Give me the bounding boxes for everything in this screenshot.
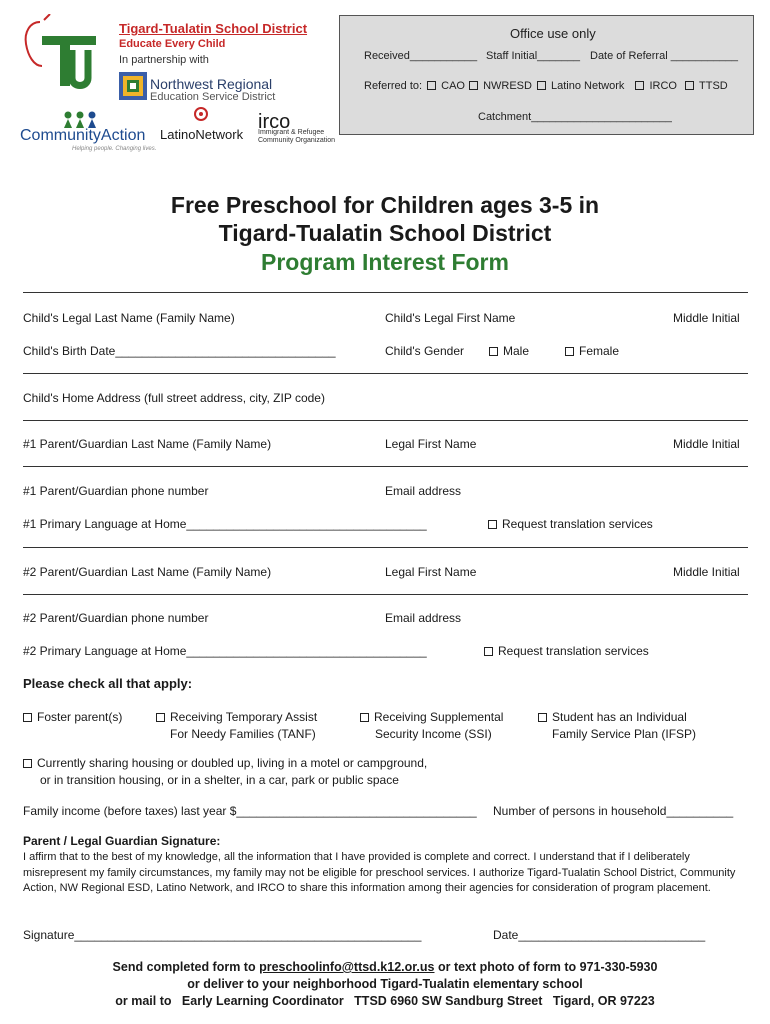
p1-language-field[interactable]: #1 Primary Language at Home____________________________________ bbox=[23, 517, 427, 531]
p2-phone-label: #2 Parent/Guardian phone number bbox=[23, 611, 209, 625]
female-option[interactable] bbox=[565, 344, 619, 358]
footer-send-line bbox=[0, 960, 770, 974]
partnership-text: In partnership with bbox=[119, 54, 209, 66]
title-line2: Tigard-Tualatin School District bbox=[218, 220, 552, 246]
foster-label: Foster parent(s) bbox=[37, 710, 123, 724]
ifsp-option[interactable] bbox=[538, 710, 687, 724]
latino-network-label: Latino Network bbox=[551, 80, 625, 92]
female-checkbox[interactable] bbox=[565, 347, 574, 356]
nwresd-line2: Education Service District bbox=[150, 91, 276, 103]
foster-checkbox[interactable] bbox=[23, 713, 32, 722]
p2-language-field[interactable]: #2 Primary Language at Home____________________________________ bbox=[23, 644, 427, 658]
p2-email-label: Email address bbox=[385, 611, 462, 625]
p1-email-label: Email address bbox=[385, 484, 462, 498]
office-use-box bbox=[339, 15, 754, 135]
p2-translation-label: Request translation services bbox=[498, 644, 649, 658]
male-checkbox[interactable] bbox=[489, 347, 498, 356]
check-all-heading: Please check all that apply: bbox=[23, 676, 193, 691]
referred-to-label: Referred to: bbox=[364, 80, 423, 92]
irco-logo: irco bbox=[258, 111, 291, 133]
ssi-option[interactable] bbox=[360, 710, 503, 724]
ssi-checkbox[interactable] bbox=[360, 713, 369, 722]
housing-label-1: Currently sharing housing or doubled up, living in a motel or campground, bbox=[37, 756, 428, 770]
irco-option[interactable] bbox=[635, 80, 677, 92]
cao-label: CAO bbox=[441, 80, 465, 92]
housing-checkbox[interactable] bbox=[23, 759, 32, 768]
p2-translation-checkbox[interactable] bbox=[484, 647, 493, 656]
p1-last-name-label: #1 Parent/Guardian Last Name (Family Name) bbox=[23, 437, 272, 451]
p1-first-name-label: Legal First Name bbox=[385, 437, 477, 451]
affirmation-text: I affirm that to the best of my knowledge, all the information that I have provided is complete and correct. I understand that if I deliberately misrepresent my family circumstances, my family may not be eligible for preschool services. I authorize Tigard-Tualatin School District, Community Action, NW Regional ESD, Latino Network, and IRCO to share this information among their agencies for consideration of program placement. bbox=[23, 851, 736, 894]
irco-sub2: Community Organization bbox=[258, 137, 336, 144]
ifsp-checkbox[interactable] bbox=[538, 713, 547, 722]
district-name: Tigard-Tualatin School District bbox=[119, 21, 308, 36]
ttsd-label: TTSD bbox=[699, 80, 728, 92]
child-name-line[interactable] bbox=[23, 292, 748, 293]
tagline: Educate Every Child bbox=[119, 38, 226, 50]
ssi-label-1: Receiving Supplemental bbox=[374, 710, 504, 724]
latino-network-checkbox[interactable] bbox=[537, 81, 546, 90]
referred-to-row bbox=[364, 80, 728, 92]
latino-network-name: LatinoNetwork bbox=[160, 127, 244, 142]
nwresd-checkbox[interactable] bbox=[469, 81, 478, 90]
p1-name-line[interactable] bbox=[23, 420, 748, 421]
housing-label-2: or in transition housing, or in a shelter, in a car, park or public space bbox=[40, 773, 399, 787]
housing-option[interactable] bbox=[23, 756, 427, 770]
irco-checkbox[interactable] bbox=[635, 81, 644, 90]
birth-date-field[interactable]: Child's Birth Date_________________________________ bbox=[23, 344, 336, 358]
nwresd-label: NWRESD bbox=[483, 80, 532, 92]
footer-send-prefix: Send completed form to bbox=[112, 960, 260, 974]
p2-contact-line[interactable] bbox=[23, 594, 748, 595]
p2-translation-option[interactable] bbox=[484, 644, 649, 658]
date-field[interactable]: Date____________________________ bbox=[493, 928, 706, 942]
ttsd-logo bbox=[20, 14, 110, 94]
ifsp-label-1: Student has an Individual bbox=[552, 710, 687, 724]
p2-last-name-label: #2 Parent/Guardian Last Name (Family Name) bbox=[23, 565, 272, 579]
date-of-referral-field[interactable]: Date of Referral ___________ bbox=[590, 50, 738, 62]
tanf-label-1: Receiving Temporary Assist bbox=[170, 710, 318, 724]
footer-send-suffix: or text photo of form to 971-330-5930 bbox=[434, 960, 658, 974]
cao-option[interactable] bbox=[427, 80, 465, 92]
p1-contact-line[interactable] bbox=[23, 466, 748, 467]
p1-translation-checkbox[interactable] bbox=[488, 520, 497, 529]
footer-deliver-line: or deliver to your neighborhood Tigard-Tualatin elementary school bbox=[187, 977, 583, 991]
nwresd-line1: Northwest Regional bbox=[150, 76, 273, 92]
p1-translation-label: Request translation services bbox=[502, 517, 653, 531]
title-line1: Free Preschool for Children ages 3-5 in bbox=[170, 192, 600, 218]
home-address-label: Child's Home Address (full street address, city, ZIP code) bbox=[23, 391, 325, 405]
p2-first-name-label: Legal First Name bbox=[385, 565, 477, 579]
tanf-option[interactable] bbox=[156, 710, 317, 724]
form-title: Program Interest Form bbox=[261, 249, 509, 275]
staff-initial-field[interactable]: Staff Initial_______ bbox=[486, 50, 580, 62]
nwresd-logo bbox=[119, 72, 147, 100]
p2-middle-initial-label: Middle Initial bbox=[673, 565, 740, 579]
received-field[interactable]: Received___________ bbox=[364, 50, 478, 62]
p1-phone-label: #1 Parent/Guardian phone number bbox=[23, 484, 209, 498]
p2-name-line[interactable] bbox=[23, 547, 748, 548]
male-label: Male bbox=[503, 344, 530, 358]
ttsd-option[interactable] bbox=[685, 80, 728, 92]
irco-label: IRCO bbox=[649, 80, 677, 92]
catchment-field[interactable]: Catchment_______________________ bbox=[478, 111, 672, 123]
office-title: Office use only bbox=[510, 26, 596, 41]
community-action-sub: Helping people. Changing lives. bbox=[72, 146, 157, 152]
child-last-name-label: Child's Legal Last Name (Family Name) bbox=[23, 311, 235, 325]
ttsd-checkbox[interactable] bbox=[685, 81, 694, 90]
irco-sub1: Immigrant & Refugee bbox=[258, 129, 325, 136]
nwresd-option[interactable] bbox=[469, 80, 532, 92]
foster-option[interactable] bbox=[23, 710, 122, 724]
contact-email-link[interactable]: preschoolinfo@ttsd.k12.or.us bbox=[259, 960, 435, 974]
family-income-field[interactable]: Family income (before taxes) last year $____________________________________ bbox=[23, 804, 477, 818]
home-address-line[interactable] bbox=[23, 373, 748, 374]
female-label: Female bbox=[579, 344, 620, 358]
ssi-label-2: Security Income (SSI) bbox=[375, 727, 492, 741]
latino-network-logo bbox=[160, 127, 243, 142]
signature-field[interactable]: Signature____________________________________________________ bbox=[23, 928, 422, 942]
gender-label: Child's Gender bbox=[385, 344, 464, 358]
signature-heading: Parent / Legal Guardian Signature: bbox=[23, 834, 221, 848]
male-option[interactable] bbox=[489, 344, 529, 358]
child-middle-initial-label: Middle Initial bbox=[673, 311, 740, 325]
latino-network-option[interactable] bbox=[537, 80, 624, 92]
p1-middle-initial-label: Middle Initial bbox=[673, 437, 740, 451]
p1-translation-option[interactable] bbox=[488, 517, 653, 531]
ifsp-label-2: Family Service Plan (IFSP) bbox=[552, 727, 697, 741]
child-first-name-label: Child's Legal First Name bbox=[385, 311, 516, 325]
tanf-label-2: For Needy Families (TANF) bbox=[170, 727, 316, 741]
tanf-checkbox[interactable] bbox=[156, 713, 165, 722]
cao-checkbox[interactable] bbox=[427, 81, 436, 90]
latino-network-icon bbox=[193, 106, 209, 122]
household-size-field[interactable]: Number of persons in household__________ bbox=[493, 804, 734, 818]
footer-mail-line: or mail to Early Learning Coordinator TTSD 6960 SW Sandburg Street Tigard, OR 97223 bbox=[115, 994, 655, 1008]
community-action-logo: CommunityAction bbox=[20, 127, 146, 144]
